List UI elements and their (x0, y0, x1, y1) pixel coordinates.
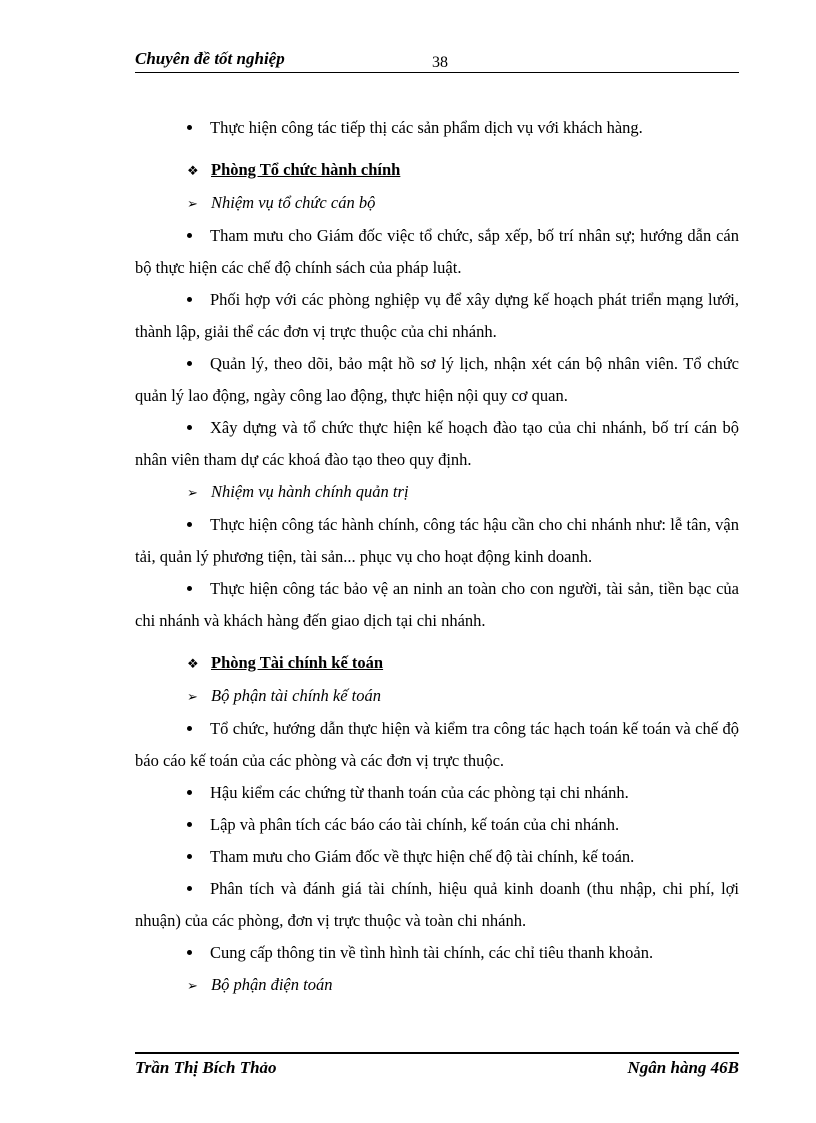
section-heading: ❖ Phòng Tổ chức hành chính (135, 154, 739, 187)
page-header (135, 48, 739, 73)
arrow-bullet-icon: ➢ (187, 196, 198, 211)
subsection-heading: ➢ Nhiệm vụ tổ chức cán bộ (135, 187, 739, 220)
bullet-paragraph: Tham mưu cho Giám đốc việc tổ chức, sắp xếp, bố trí nhân sự; hướng dẫn cán bộ thực hiện các chế độ chính sách của pháp luật. (135, 226, 739, 277)
bullet-paragraph: Thực hiện công tác tiếp thị các sản phẩm dịch vụ với khách hàng. (135, 112, 739, 144)
arrow-bullet-icon: ➢ (187, 485, 198, 500)
footer-author: Trần Thị Bích Thảo (135, 1058, 277, 1077)
bullet-paragraph: Thực hiện công tác bảo vệ an ninh an toàn cho con người, tài sản, tiền bạc của chi nhánh và khách hàng đến giao dịch tại chi nhánh. (135, 579, 739, 630)
bullet-icon (187, 726, 192, 731)
bullet-icon (187, 790, 192, 795)
bullet-icon (187, 886, 192, 891)
document-body (135, 112, 739, 1002)
subsection-heading: ➢ Bộ phận tài chính kế toán (135, 680, 739, 713)
bullet-icon (187, 586, 192, 591)
diamond-bullet-icon: ❖ (187, 163, 199, 178)
bullet-icon (187, 425, 192, 430)
bullet-icon (187, 233, 192, 238)
bullet-paragraph: Phân tích và đánh giá tài chính, hiệu quả kinh doanh (thu nhập, chi phí, lợi nhuận) của các phòng, đơn vị trực thuộc và toàn chi nhánh. (135, 879, 739, 930)
bullet-icon (187, 822, 192, 827)
bullet-paragraph: Tổ chức, hướng dẫn thực hiện và kiểm tra công tác hạch toán kế toán và chế độ báo cáo kế toán của các phòng và các đơn vị trực thuộc. (135, 719, 739, 770)
section-heading: ❖ Phòng Tài chính kế toán (135, 647, 739, 680)
bullet-paragraph: Cung cấp thông tin về tình hình tài chính, các chỉ tiêu thanh khoản. (135, 937, 739, 969)
bullet-paragraph: Xây dựng và tổ chức thực hiện kế hoạch đào tạo của chi nhánh, bố trí cán bộ nhân viên tham dự các khoá đào tạo theo quy định. (135, 418, 739, 469)
subsection-heading: ➢ Bộ phận điện toán (135, 969, 739, 1002)
arrow-bullet-icon: ➢ (187, 689, 198, 704)
bullet-icon (187, 297, 192, 302)
header-title: Chuyên đề tốt nghiệp (135, 49, 285, 68)
bullet-icon (187, 361, 192, 366)
bullet-paragraph: Phối hợp với các phòng nghiệp vụ để xây dựng kế hoạch phát triển mạng lưới, thành lập, giải thể các đơn vị trực thuộc của chi nhánh. (135, 290, 739, 341)
page-footer (135, 1052, 739, 1082)
diamond-bullet-icon: ❖ (187, 656, 199, 671)
bullet-paragraph: Quản lý, theo dõi, bảo mật hồ sơ lý lịch, nhận xét cán bộ nhân viên. Tổ chức quản lý lao động, ngày công lao động, thực hiện nội quy cơ quan. (135, 354, 739, 405)
bullet-icon (187, 125, 192, 130)
bullet-icon (187, 950, 192, 955)
bullet-paragraph: Lập và phân tích các báo cáo tài chính, kế toán của chi nhánh. (135, 809, 739, 841)
bullet-icon (187, 522, 192, 527)
bullet-paragraph: Hậu kiểm các chứng từ thanh toán của các phòng tại chi nhánh. (135, 777, 739, 809)
arrow-bullet-icon: ➢ (187, 978, 198, 993)
footer-class: Ngân hàng 46B (627, 1058, 739, 1077)
page-number: 38 (432, 54, 448, 71)
bullet-icon (187, 854, 192, 859)
subsection-heading: ➢ Nhiệm vụ hành chính quản trị (135, 476, 739, 509)
bullet-paragraph: Tham mưu cho Giám đốc về thực hiện chế độ tài chính, kế toán. (135, 841, 739, 873)
bullet-paragraph: Thực hiện công tác hành chính, công tác hậu cần cho chi nhánh như: lễ tân, vận tải, quản lý phương tiện, tài sản... phục vụ cho hoạt động kinh doanh. (135, 515, 739, 566)
